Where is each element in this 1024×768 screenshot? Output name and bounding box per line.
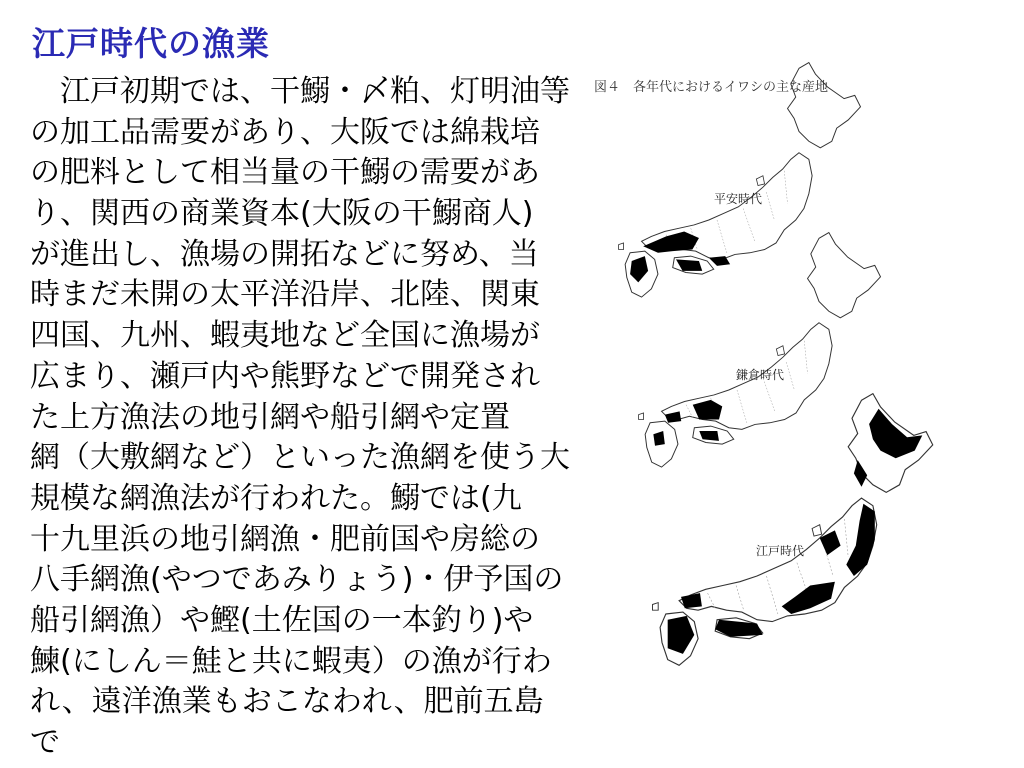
body-text xyxy=(30,72,590,768)
era-label-edo: 江戸時代 xyxy=(756,544,805,558)
body-line: 規模な網漁法が行われた。鰯では(九 xyxy=(30,480,522,516)
body-line: た上方漁法の地引網や船引網や定置 xyxy=(30,399,510,435)
body-line: れ、遠洋漁業もおこなわれ、肥前五島 xyxy=(30,684,544,720)
body-line: 船引網漁）や鰹(土佐国の一本釣り)や xyxy=(30,602,534,638)
sardine-production-map-figure xyxy=(584,26,1024,714)
body-line: 十九里浜の地引網漁・肥前国や房総の xyxy=(30,521,540,557)
body-line: 四国、九州、蝦夷地など全国に漁場が xyxy=(30,318,540,354)
era-label-heian: 平安時代 xyxy=(714,192,763,206)
body-line: 江戸初期では、干鰯・〆粕、灯明油等 xyxy=(30,74,570,109)
body-line: の加工品需要があり、大阪では綿栽培 xyxy=(30,114,540,150)
body-line: が進出し、漁場の開拓などに努め、当 xyxy=(30,236,539,272)
figure-caption: 図４ 各年代におけるイワシの主な産地 xyxy=(594,80,829,95)
body-line: の肥料として相当量の干鰯の需要があ xyxy=(30,155,540,191)
body-line: 鰊(にしん＝鮭と共に蝦夷）の漁が行わ xyxy=(30,643,552,679)
body-line: 網（大敷網など）といった漁網を使う大 xyxy=(30,440,570,476)
body-line: り、関西の商業資本(大阪の干鰯商人) xyxy=(30,196,534,232)
body-line: 時まだ未開の太平洋沿岸、北陸、関東 xyxy=(30,277,540,313)
era-label-kamakura: 鎌倉時代 xyxy=(736,368,785,382)
body-line: 広まり、瀬戸内や熊野などで開発され xyxy=(30,358,540,394)
japan-maps xyxy=(584,26,1024,714)
body-line: で xyxy=(30,725,60,760)
body-line: 八手網漁(やつであみりょう)・伊予国の xyxy=(30,562,564,598)
slide-title: 江戸時代の漁業 xyxy=(32,24,270,63)
